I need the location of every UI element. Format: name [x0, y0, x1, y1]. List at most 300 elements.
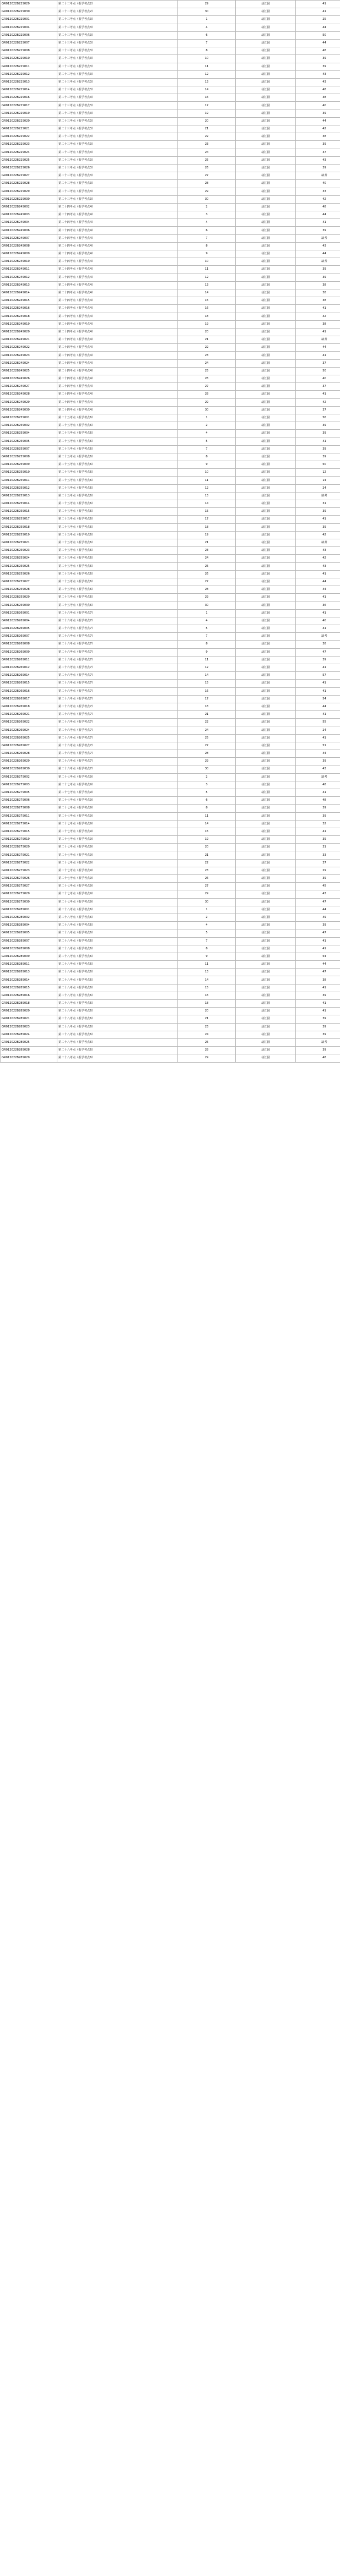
table-row — [1, 281, 340, 289]
exam-city: 动江园 — [236, 125, 296, 133]
exam-city: 动江园 — [236, 680, 296, 687]
seat-number: 9 — [178, 461, 236, 469]
candidate-id: GR012022B27S002 — [1, 773, 57, 781]
exam-city: 动江园 — [236, 516, 296, 523]
score: 37 — [296, 406, 340, 414]
candidate-id: GR012022B22S024 — [1, 149, 57, 156]
exam-city: 动江园 — [236, 406, 296, 414]
seat-number: 3 — [178, 211, 236, 219]
score: 41 — [296, 664, 340, 671]
candidate-id: GR012022B28S011 — [1, 961, 57, 969]
table-row — [1, 758, 340, 765]
score: 38 — [296, 281, 340, 289]
exam-site: 第二十四考点（报学考点4） — [57, 391, 178, 398]
exam-site: 第二十三考点（报学考点3） — [57, 70, 178, 78]
exam-site: 第二十四考点（报学考点4） — [57, 398, 178, 406]
seat-number: 14 — [178, 500, 236, 508]
exam-site: 第二十四考点（报学考点4） — [57, 297, 178, 305]
exam-site: 第二十七考点（报学考点9） — [57, 890, 178, 898]
candidate-id: GR012022B25S030 — [1, 601, 57, 609]
seat-number: 9 — [178, 648, 236, 656]
exam-site: 第二十三考点（报学考点3） — [57, 141, 178, 149]
candidate-id: GR012022B22S016 — [1, 94, 57, 102]
candidate-id: GR012022B22S030 — [1, 195, 57, 203]
candidate-id: GR012022B26S007 — [1, 633, 57, 641]
exam-city: 动江园 — [236, 726, 296, 734]
table-row — [1, 836, 340, 844]
results-table — [0, 0, 340, 1063]
candidate-id: GR012022B27S029 — [1, 890, 57, 898]
table-row — [1, 992, 340, 999]
table-row — [1, 180, 340, 188]
exam-city: 动江园 — [236, 234, 296, 242]
seat-number: 27 — [178, 383, 236, 391]
score: 25 — [296, 16, 340, 24]
exam-city: 动江园 — [236, 687, 296, 695]
seat-number: 26 — [178, 375, 236, 383]
candidate-id: GR012022B26S028 — [1, 750, 57, 758]
candidate-id: GR012022B26S027 — [1, 742, 57, 750]
table-row — [1, 195, 340, 203]
seat-number: 22 — [178, 133, 236, 141]
candidate-id: GR012022B27S003 — [1, 781, 57, 789]
table-row — [1, 1000, 340, 1008]
score: 55 — [296, 719, 340, 726]
exam-city: 动江园 — [236, 391, 296, 398]
table-row — [1, 133, 340, 141]
score: 40 — [296, 617, 340, 625]
score: 24 — [296, 726, 340, 734]
score: 41 — [296, 570, 340, 578]
seat-number: 21 — [178, 539, 236, 546]
seat-number: 8 — [178, 945, 236, 953]
exam-city: 动江园 — [236, 164, 296, 172]
exam-city: 动江园 — [236, 992, 296, 999]
exam-site: 第二十八考点（报学考点6） — [57, 992, 178, 999]
score: 47 — [296, 929, 340, 937]
candidate-id: GR012022B26S012 — [1, 664, 57, 671]
exam-site: 第二十三考点（报学考点3） — [57, 55, 178, 63]
seat-number: 28 — [178, 180, 236, 188]
exam-city: 动江园 — [236, 47, 296, 55]
exam-city: 动江园 — [236, 484, 296, 492]
exam-city: 动江园 — [236, 1000, 296, 1008]
exam-city: 动江园 — [236, 78, 296, 86]
exam-site: 第二十三考点（报学考点3） — [57, 39, 178, 47]
exam-site: 第二十七考点（报学考点9） — [57, 789, 178, 796]
seat-number: 28 — [178, 586, 236, 594]
seat-number: 9 — [178, 953, 236, 960]
seat-number: 20 — [178, 1008, 236, 1015]
score: 39 — [296, 812, 340, 820]
score: 44 — [296, 750, 340, 758]
exam-city: 动江园 — [236, 336, 296, 344]
seat-number: 5 — [178, 437, 236, 445]
exam-city: 动江园 — [236, 102, 296, 110]
table-row — [1, 24, 340, 31]
score: 38 — [296, 976, 340, 984]
seat-number: 24 — [178, 149, 236, 156]
exam-site: 第二十三考点（报学考点3） — [57, 31, 178, 39]
seat-number: 18 — [178, 523, 236, 531]
exam-city: 动江园 — [236, 430, 296, 437]
seat-number: 29 — [178, 594, 236, 601]
candidate-id: GR012022B26S024 — [1, 726, 57, 734]
seat-number: 18 — [178, 703, 236, 710]
seat-number: 8 — [178, 805, 236, 812]
exam-city: 动江园 — [236, 914, 296, 921]
score: 39 — [296, 164, 340, 172]
exam-site: 第二十四考点（报学考点4） — [57, 242, 178, 250]
table-row — [1, 1015, 340, 1023]
candidate-id: GR012022B26S001 — [1, 609, 57, 617]
candidate-id: GR012022B25S023 — [1, 547, 57, 555]
score: 42 — [296, 531, 340, 539]
seat-number: 4 — [178, 219, 236, 227]
seat-number: 30 — [178, 195, 236, 203]
exam-site: 第二十七考点（报学考点9） — [57, 844, 178, 851]
exam-city: 动江园 — [236, 641, 296, 648]
candidate-id: GR012022B24S029 — [1, 398, 57, 406]
score: 39 — [296, 274, 340, 281]
candidate-id: GR012022B24S015 — [1, 297, 57, 305]
table-row — [1, 422, 340, 430]
table-row — [1, 430, 340, 437]
score: 38 — [296, 94, 340, 102]
exam-site: 第二十六考点（报学考点7） — [57, 703, 178, 710]
seat-number: 4 — [178, 24, 236, 31]
candidate-id: GR012022B22S021 — [1, 125, 57, 133]
exam-city: 动江园 — [236, 149, 296, 156]
seat-number: 11 — [178, 656, 236, 664]
candidate-id: GR012022B24S025 — [1, 367, 57, 375]
candidate-id: GR012022B25S014 — [1, 500, 57, 508]
exam-city: 动江园 — [236, 422, 296, 430]
exam-city: 动江园 — [236, 500, 296, 508]
exam-city: 动江园 — [236, 539, 296, 546]
candidate-id: GR012022B24S013 — [1, 281, 57, 289]
exam-city: 动江园 — [236, 1054, 296, 1062]
score: 39 — [296, 992, 340, 999]
seat-number: 16 — [178, 992, 236, 999]
score: 41 — [296, 789, 340, 796]
exam-city: 动江园 — [236, 969, 296, 976]
seat-number: 12 — [178, 664, 236, 671]
candidate-id: GR012022B26S008 — [1, 641, 57, 648]
seat-number: 26 — [178, 570, 236, 578]
seat-number: 5 — [178, 789, 236, 796]
exam-city: 动江园 — [236, 625, 296, 633]
exam-site: 第二十七考点（报学考点9） — [57, 773, 178, 781]
score: 39 — [296, 1023, 340, 1031]
exam-city: 动江园 — [236, 828, 296, 835]
seat-number: 6 — [178, 227, 236, 234]
seat-number: 16 — [178, 94, 236, 102]
candidate-id: GR012022B26S016 — [1, 687, 57, 695]
score: 缺考 — [296, 172, 340, 180]
exam-site: 第二十七考点（报学考点9） — [57, 859, 178, 867]
exam-site: 第二十八考点（报学考点6） — [57, 945, 178, 953]
exam-city: 动江园 — [236, 492, 296, 500]
table-row — [1, 648, 340, 656]
seat-number: 25 — [178, 734, 236, 742]
exam-city: 动江园 — [236, 523, 296, 531]
exam-site: 第二十五考点（报学考点6） — [57, 484, 178, 492]
table-row — [1, 531, 340, 539]
candidate-id: GR012022B27S014 — [1, 820, 57, 828]
candidate-id: GR012022B27S005 — [1, 789, 57, 796]
exam-site: 第二十六考点（报学考点7） — [57, 648, 178, 656]
seat-number: 14 — [178, 86, 236, 94]
table-row — [1, 562, 340, 570]
candidate-id: GR012022B27S015 — [1, 828, 57, 835]
table-row — [1, 781, 340, 789]
table-row — [1, 492, 340, 500]
seat-number: 29 — [178, 1054, 236, 1062]
table-row — [1, 117, 340, 125]
candidate-id: GR012022B28S025 — [1, 1038, 57, 1046]
candidate-id: GR012022B22S029 — [1, 188, 57, 195]
table-row — [1, 641, 340, 648]
seat-number: 15 — [178, 680, 236, 687]
exam-city: 动江园 — [236, 398, 296, 406]
exam-site: 第二十六考点（报学考点7） — [57, 758, 178, 765]
exam-city: 动江园 — [236, 24, 296, 31]
seat-number: 4 — [178, 922, 236, 929]
table-row — [1, 344, 340, 352]
score: 缺考 — [296, 234, 340, 242]
exam-site: 第二十三考点（报学考点3） — [57, 102, 178, 110]
score: 39 — [296, 1047, 340, 1054]
exam-city: 动江园 — [236, 617, 296, 625]
table-row — [1, 461, 340, 469]
exam-site: 第二十三考点（报学考点3） — [57, 156, 178, 164]
table-row — [1, 890, 340, 898]
score: 47 — [296, 898, 340, 906]
exam-city: 动江园 — [236, 469, 296, 477]
candidate-id: GR012022B22S023 — [1, 141, 57, 149]
seat-number: 20 — [178, 844, 236, 851]
exam-city: 动江园 — [236, 359, 296, 367]
exam-site: 第二十八考点（报学考点6） — [57, 1031, 178, 1038]
seat-number: 25 — [178, 1038, 236, 1046]
exam-site: 第二十八考点（报学考点6） — [57, 961, 178, 969]
score: 39 — [296, 55, 340, 63]
exam-city: 动江园 — [236, 39, 296, 47]
table-row — [1, 523, 340, 531]
exam-city: 动江园 — [236, 180, 296, 188]
exam-site: 第二十五考点（报学考点6） — [57, 430, 178, 437]
exam-city: 动江园 — [236, 86, 296, 94]
seat-number: 26 — [178, 875, 236, 883]
exam-city: 动江园 — [236, 875, 296, 883]
table-row — [1, 484, 340, 492]
exam-site: 第二十四考点（报学考点4） — [57, 313, 178, 320]
seat-number: 24 — [178, 359, 236, 367]
candidate-id: GR012022B24S014 — [1, 289, 57, 297]
exam-city: 动江园 — [236, 195, 296, 203]
exam-city: 动江园 — [236, 578, 296, 586]
seat-number: 21 — [178, 711, 236, 719]
score: 39 — [296, 656, 340, 664]
candidate-id: GR012022B28S002 — [1, 914, 57, 921]
seat-number: 30 — [178, 8, 236, 16]
seat-number: 19 — [178, 836, 236, 844]
exam-site: 第二十三考点（报学考点3） — [57, 78, 178, 86]
exam-site: 第二十三考点（报学考点3） — [57, 172, 178, 180]
score: 43 — [296, 78, 340, 86]
exam-city: 动江园 — [236, 758, 296, 765]
exam-site: 第二十四考点（报学考点4） — [57, 367, 178, 375]
candidate-id: GR012022B22S001 — [1, 16, 57, 24]
seat-number: 29 — [178, 890, 236, 898]
score: 39 — [296, 875, 340, 883]
candidate-id: GR012022B24S012 — [1, 274, 57, 281]
exam-site: 第二十四考点（报学考点4） — [57, 234, 178, 242]
exam-city: 动江园 — [236, 844, 296, 851]
exam-site: 第二十五考点（报学考点6） — [57, 594, 178, 601]
candidate-id: GR012022B27S011 — [1, 812, 57, 820]
exam-city: 动江园 — [236, 305, 296, 313]
seat-number: 1 — [178, 609, 236, 617]
candidate-id: GR012022B25S025 — [1, 562, 57, 570]
exam-site: 第二十四考点（报学考点4） — [57, 250, 178, 258]
seat-number: 11 — [178, 477, 236, 484]
exam-city: 动江园 — [236, 805, 296, 812]
candidate-id: GR012022B24S021 — [1, 336, 57, 344]
candidate-id: GR012022B25S008 — [1, 453, 57, 461]
candidate-id: GR012022B24S024 — [1, 359, 57, 367]
seat-number: 12 — [178, 484, 236, 492]
seat-number: 22 — [178, 859, 236, 867]
exam-site: 第二十五考点（报学考点6） — [57, 500, 178, 508]
seat-number: 30 — [178, 765, 236, 773]
exam-site: 第二十五考点（报学考点6） — [57, 508, 178, 516]
candidate-id: GR012022B24S026 — [1, 375, 57, 383]
exam-site: 第二十五考点（报学考点6） — [57, 437, 178, 445]
score: 48 — [296, 203, 340, 211]
candidate-id: GR012022B28S004 — [1, 922, 57, 929]
seat-number: 10 — [178, 469, 236, 477]
score: 39 — [296, 63, 340, 70]
exam-site: 第二十七考点（报学考点9） — [57, 820, 178, 828]
exam-site: 第二十三考点（报学考点3） — [57, 164, 178, 172]
exam-city: 动江园 — [236, 820, 296, 828]
candidate-id: GR012022B28S021 — [1, 1015, 57, 1023]
seat-number: 16 — [178, 687, 236, 695]
seat-number: 21 — [178, 336, 236, 344]
score: 49 — [296, 914, 340, 921]
seat-number: 11 — [178, 961, 236, 969]
exam-site: 第二十八考点（报学考点6） — [57, 953, 178, 960]
exam-city: 动江园 — [236, 633, 296, 641]
exam-city: 动江园 — [236, 437, 296, 445]
exam-site: 第二十三考点（报学考点3） — [57, 133, 178, 141]
seat-number: 30 — [178, 601, 236, 609]
seat-number: 11 — [178, 812, 236, 820]
table-row — [1, 820, 340, 828]
table-row — [1, 1054, 340, 1062]
table-row — [1, 203, 340, 211]
seat-number: 27 — [178, 172, 236, 180]
exam-city: 动江园 — [236, 1038, 296, 1046]
seat-number: 3 — [178, 781, 236, 789]
exam-city: 动江园 — [236, 812, 296, 820]
seat-number: 8 — [178, 242, 236, 250]
exam-city: 动江园 — [236, 344, 296, 352]
candidate-id: GR012022B24S023 — [1, 352, 57, 359]
exam-site: 第二十五考点（报学考点6） — [57, 477, 178, 484]
seat-number: 2 — [178, 773, 236, 781]
candidate-id: GR012022B28S029 — [1, 1054, 57, 1062]
exam-city: 动江园 — [236, 274, 296, 281]
candidate-id: GR012022B24S018 — [1, 313, 57, 320]
score: 41 — [296, 1000, 340, 1008]
candidate-id: GR012022B25S019 — [1, 531, 57, 539]
candidate-id: GR012022B28S005 — [1, 929, 57, 937]
exam-city: 动江园 — [236, 789, 296, 796]
exam-site: 第二十七考点（报学考点9） — [57, 836, 178, 844]
exam-site: 第二十六考点（报学考点7） — [57, 680, 178, 687]
seat-number: 19 — [178, 531, 236, 539]
exam-site: 第二十四考点（报学考点4） — [57, 258, 178, 266]
candidate-id: GR012022B24S027 — [1, 383, 57, 391]
exam-city: 动江园 — [236, 906, 296, 914]
candidate-id: GR012022B25S004 — [1, 430, 57, 437]
candidate-id: GR012022B27S021 — [1, 851, 57, 859]
score: 48 — [296, 86, 340, 94]
seat-number: 30 — [178, 406, 236, 414]
exam-city: 动江园 — [236, 70, 296, 78]
exam-city: 动江园 — [236, 188, 296, 195]
candidate-id: GR012022B25S015 — [1, 508, 57, 516]
exam-site: 第二十四考点（报学考点4） — [57, 375, 178, 383]
exam-city: 动江园 — [236, 664, 296, 671]
seat-number: 28 — [178, 1047, 236, 1054]
score: 41 — [296, 945, 340, 953]
table-row — [1, 102, 340, 110]
exam-site: 第二十七考点（报学考点9） — [57, 805, 178, 812]
candidate-id: GR012022B24S006 — [1, 227, 57, 234]
exam-site: 第二十六考点（报学考点7） — [57, 765, 178, 773]
score: 39 — [296, 836, 340, 844]
candidate-id: GR012022B22S014 — [1, 86, 57, 94]
score: 41 — [296, 219, 340, 227]
score: 31 — [296, 844, 340, 851]
candidate-id: GR012022B25S021 — [1, 539, 57, 546]
score: 44 — [296, 117, 340, 125]
table-row — [1, 274, 340, 281]
exam-city: 动江园 — [236, 867, 296, 874]
candidate-id: GR012022B26S030 — [1, 765, 57, 773]
table-row — [1, 898, 340, 906]
exam-site: 第二十八考点（报学考点6） — [57, 929, 178, 937]
score: 51 — [296, 742, 340, 750]
exam-city: 动江园 — [236, 55, 296, 63]
exam-site: 第二十八考点（报学考点6） — [57, 976, 178, 984]
score: 43 — [296, 70, 340, 78]
table-row — [1, 789, 340, 796]
table-row — [1, 39, 340, 47]
exam-site: 第二十六考点（报学考点7） — [57, 625, 178, 633]
seat-number: 23 — [178, 352, 236, 359]
seat-number: 27 — [178, 742, 236, 750]
exam-city: 动江园 — [236, 258, 296, 266]
seat-number: 14 — [178, 289, 236, 297]
table-row — [1, 929, 340, 937]
table-row — [1, 63, 340, 70]
table-row — [1, 586, 340, 594]
